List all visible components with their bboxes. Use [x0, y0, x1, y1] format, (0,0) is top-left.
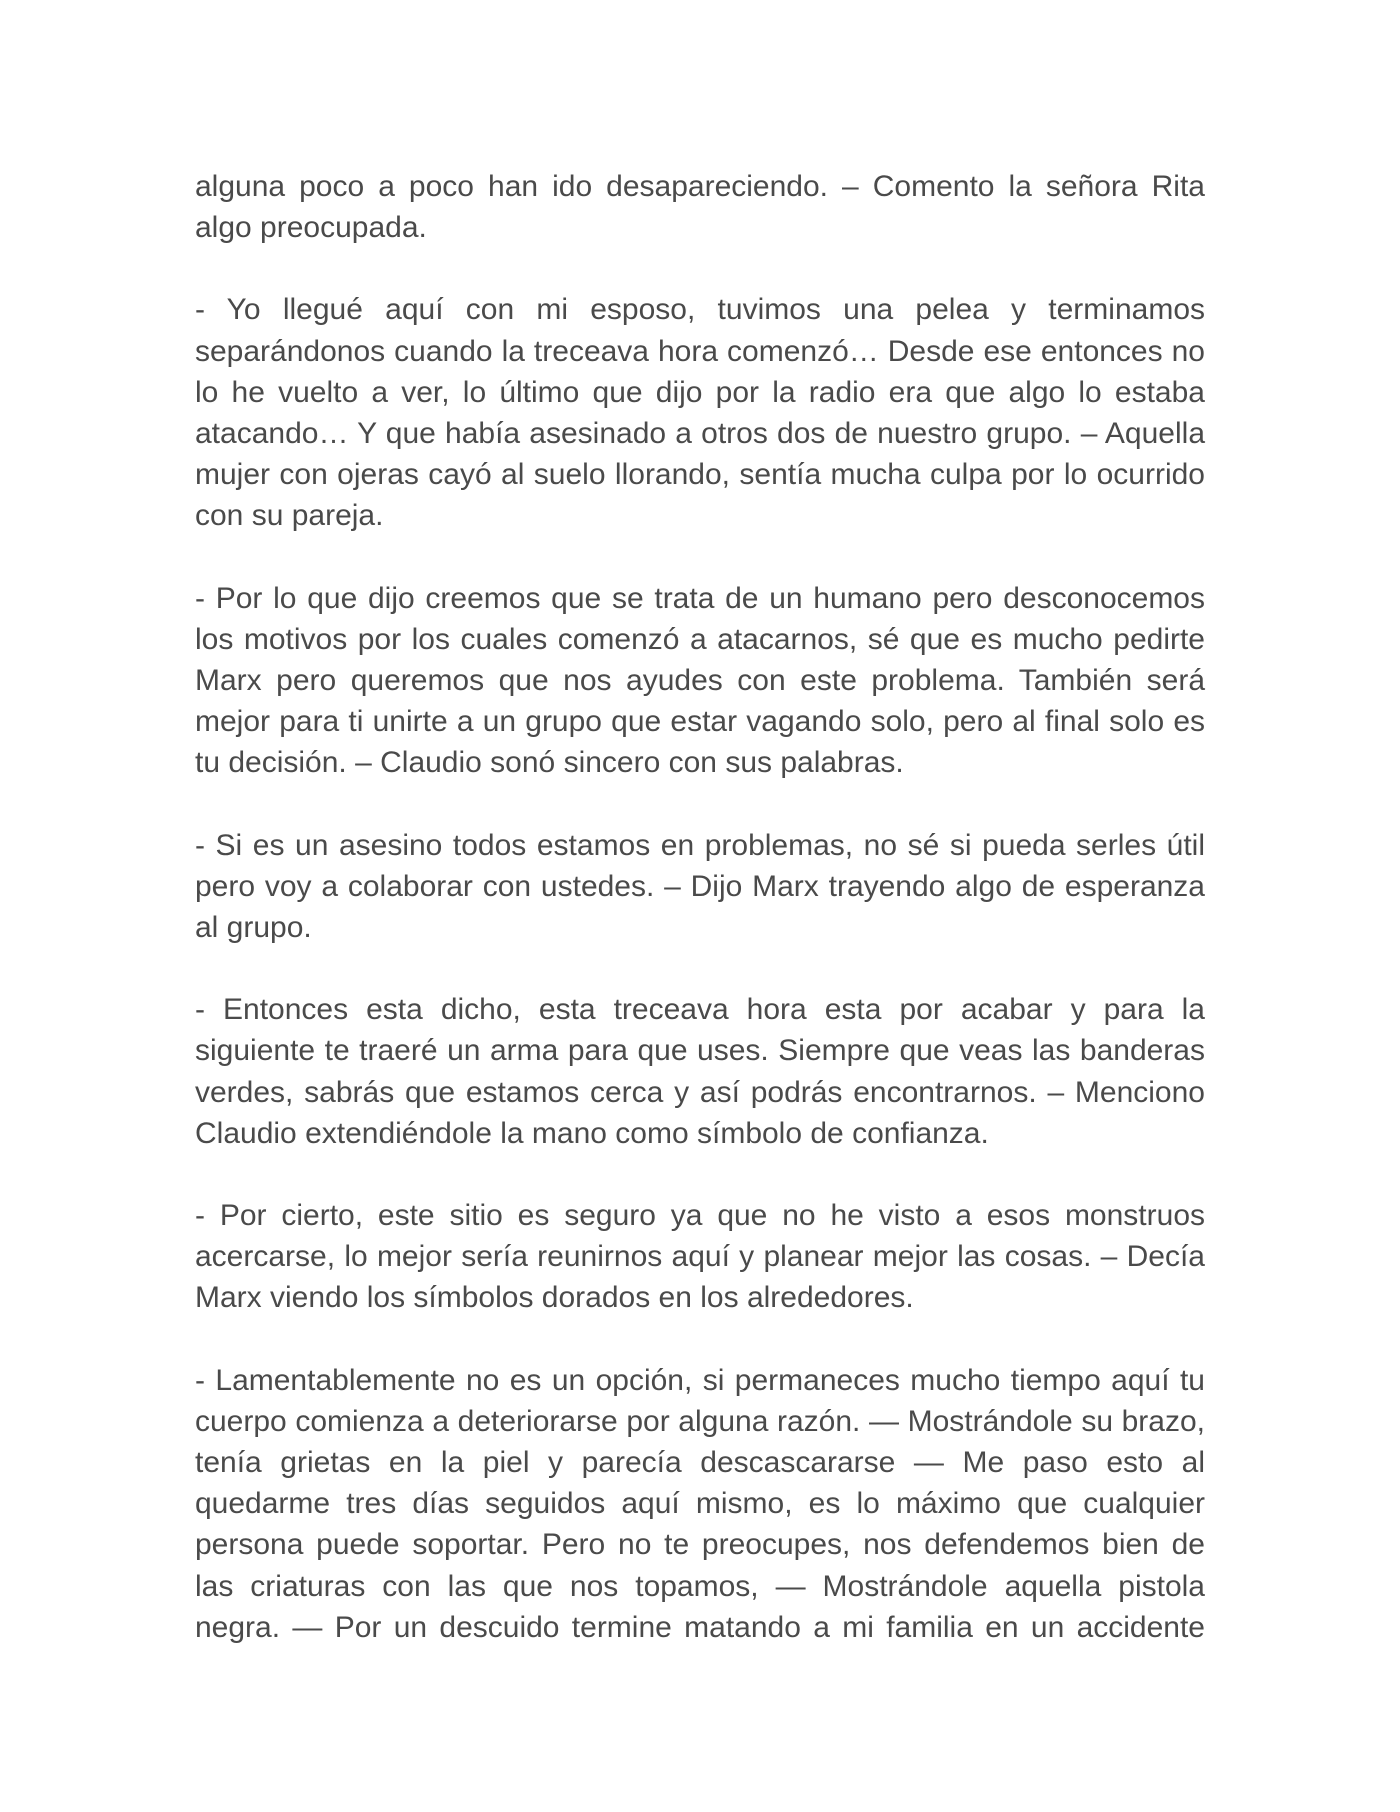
paragraph-6: - Por cierto, este sitio es seguro ya que no he visto a esos monstruos acercarse, lo mejor sería reunirnos aquí y planear mejor las cosas. – Decía Marx viendo los símbolos dorados en los alrededores.	[195, 1199, 1205, 1315]
document-body	[195, 166, 1205, 1648]
paragraph-4: - Si es un asesino todos estamos en problemas, no sé si pueda serles útil pero voy a colaborar con ustedes. – Dijo Marx trayendo algo de esperanza al grupo.	[195, 828, 1205, 945]
paragraph-3: - Por lo que dijo creemos que se trata de un humano pero desconocemos los motivos por los cuales comenzó a atacarnos, sé que es mucho pedirte Marx pero queremos que nos ayudes con este problema. También será mejor para ti unirte a un grupo que estar vagando solo, pero al final solo es tu decisión. – Claudio sonó sincero con sus palabras.	[195, 581, 1205, 780]
paragraph-5: - Entonces esta dicho, esta treceava hora esta por acabar y para la siguiente te traeré un arma para que uses. Siempre que veas las banderas verdes, sabrás que estamos cerca y así podrás encontrarnos. – Menciono Claudio extendiéndole la mano como símbolo de confianza.	[195, 993, 1205, 1150]
paragraph-1: alguna poco a poco han ido desapareciendo. – Comento la señora Rita algo preocupada.	[195, 170, 1205, 245]
paragraph-7: - Lamentablemente no es un opción, si permaneces mucho tiempo aquí tu cuerpo comienza a deteriorarse por alguna razón. — Mostrándole su brazo, tenía grietas en la piel y parecía descascararse — Me paso esto al quedarme tres días seguidos aquí mismo, es lo máximo que cualquier persona puede soportar. Pero no te preocupes, nos defendemos bien de las criaturas con las que nos topamos, — Mostrándole aquella pistola negra. — Por un descuido termine matando a mi familia en un accidente	[195, 1363, 1205, 1644]
paragraph-2: - Yo llegué aquí con mi esposo, tuvimos una pelea y terminamos separándonos cuando la treceava hora comenzó… Desde ese entonces no lo he vuelto a ver, lo último que dijo por la radio era que algo lo estaba atacando… Y que había asesinado a otros dos de nuestro grupo. – Aquella mujer con ojeras cayó al suelo llorando, sentía mucha culpa por lo ocurrido con su pareja.	[195, 293, 1205, 533]
